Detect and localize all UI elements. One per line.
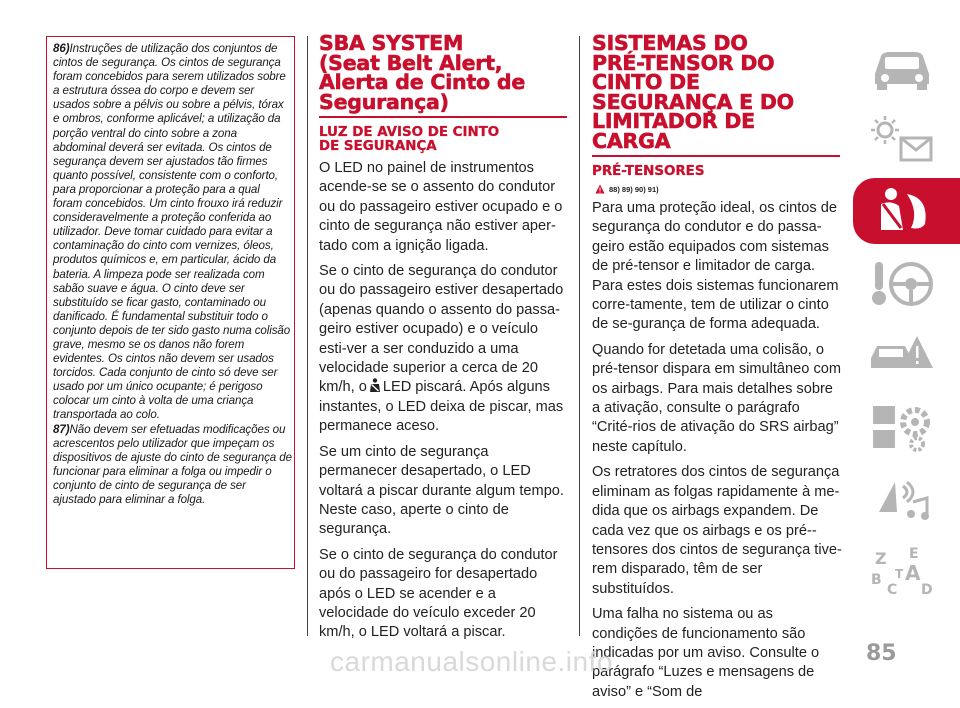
paragraph: Para uma proteção ideal, os cintos de segurança do condutor e do passa-geiro estão equipados com sistemas de pré-tensor e limitador de carga. Para estes dois sistemas funcionarem corre-tamente, tem de utilizar o cinto de se-gurança de forma adequada. (592, 200, 839, 333)
pretensor-body (592, 199, 842, 702)
note-87-number: 87) (53, 422, 70, 436)
pretensor-title-line: PRÉ-TENSOR DO (592, 50, 775, 75)
pretensor-title-line: SISTEMAS DO (592, 31, 748, 55)
index-letters-icon (867, 544, 937, 600)
tab-emergency[interactable] (853, 322, 960, 388)
tab-dashboard[interactable] (853, 106, 960, 172)
pretensor-title-line: SEGURANÇA E DO (592, 89, 794, 114)
tab-car[interactable] (853, 34, 960, 100)
note-87-text: Não devem ser efetuadas modificações ou acrescentos pelo utilizador que impeçam os dispositivos de ajuste do cinto de segurança de funcionar para eliminar a folga ou impedir o conjunto de cinto de segurança de ser ajustado para eliminar a folga. (53, 422, 292, 506)
key-steering-icon (867, 256, 937, 312)
pretensor-title-line: CARGA (592, 128, 671, 153)
index-letter: A (905, 561, 921, 585)
paragraph: Os retratores dos cintos de segurança eliminam as folgas rapidamente à me-dida que os airbags expandem. De cada vez que os airbags e os pré--tensores dos cintos de segurança tive-rem disparado, têm de ser substituídos. (592, 464, 842, 597)
note-87 (53, 423, 292, 508)
tab-safety[interactable] (853, 178, 960, 244)
pretensor-title-line: CINTO DE (592, 70, 700, 94)
index-letter: D (921, 582, 933, 598)
tab-multimedia[interactable] (853, 466, 960, 532)
index-letter: E (909, 546, 919, 562)
sba-subtitle-line: DE SEGURANÇA (319, 139, 437, 154)
car-icon (867, 40, 937, 94)
watermark[interactable]: carmanualsonline.info (330, 646, 613, 677)
maintenance-tools-icon (867, 400, 937, 456)
paragraph: Uma falha no sistema ou as condições de funcionamento são indicadas por um aviso. Consulte o parágrafo “Luzes e mensagens de aviso” e “Som de (592, 606, 820, 700)
index-letter: B (871, 572, 882, 588)
notes-box (46, 36, 295, 569)
seat-safety-icon (867, 184, 937, 240)
index-letter: Z (875, 549, 887, 568)
tab-starting[interactable] (853, 250, 960, 316)
paragraph-text: Se o cinto de segurança do condutor ou do passageiro estiver desapertado (apenas quando o assento do passa-geiro estiver ocupado) e o veículo esti-ver a ser conduzido a uma velocidade superior a cerca de 20 km/h, o (319, 263, 564, 396)
title-rule (592, 155, 840, 157)
warning-triangle-icon (595, 184, 605, 194)
pretensor-subtitle: PRÉ-TENSORES (592, 164, 705, 179)
paragraph: Se um cinto de segurança permanecer desapertado, o LED voltará a piscar durante algum tempo. Neste caso, aperte o cinto de segurança. (319, 443, 564, 538)
note-86-text: Instruções de utilização dos conjuntos de cintos de segurança. Os cintos de segurança foram concebidos para serem utilizados sobre a estrutura óssea do corpo e devem ser usados sobre a pélvis ou sobre a pélvis, tórax e ombros, conforme aplicável; a utilização da porção ventral do cinto sobre a zona abdominal deverá ser evitada. Os cintos de segurança devem ser ajustados tão firmes quanto possível, consistente com o conforto, para proporcionar a proteção para a qual foram concebidos. Um cinto frouxo irá reduzir consideravelmente a proteção conferida ao utilizador. Deve tomar cuidado para evitar a contaminação do cinto com vernizes, óleos, produtos químicos e, em particular, ácido da bateria. A limpeza pode ser realizada com sabão suave e água. O cinto deve ser substituído se ficar gasto, contaminado ou danificado. É fundamental substituir todo o conjunto depois de ter sido gasto numa colisão grave, mesmo se os danos não forem evidentes. Os cintos não devem ser usados torcidos. Cada conjunto de cinto só deve ser usado por um único ocupante; é perigoso colocar um cinto à volta de uma criança transportada ao colo. (53, 42, 291, 422)
paragraph: Se o cinto de segurança do condutor ou do passageiro for desapertado após o LED se acender e a velocidade do veículo exceder 20 km/h, o LED voltará a piscar. (319, 546, 558, 641)
sba-title-line: Alerta de Cinto de (319, 70, 526, 94)
sba-subtitle-line: LUZ DE AVISO DE CINTO (319, 125, 500, 140)
sba-body (319, 159, 569, 643)
tab-index[interactable] (853, 538, 960, 604)
sba-title-line: (Seat Belt Alert, (319, 50, 503, 75)
sba-section (319, 31, 569, 649)
paragraph: O LED no painel de instrumentos acende-se se o assento do condutor ou do passageiro estiver ocupado e o cinto de segurança não estiver aper-tado com a ignição ligada. (319, 160, 563, 254)
warning-refs (595, 184, 842, 194)
index-letter: T (895, 567, 904, 581)
sba-title (319, 31, 569, 114)
paragraph: Quando for detetada uma colisão, o pré-tensor dispara em simultâneo com os airbags. Para mais detalhes sobre a ativação, consulte o parágrafo “Crité-rios de ativação do SRS airbag” neste capítulo. (592, 341, 842, 455)
dashboard-lights-icon (867, 112, 937, 168)
paragraph-text: LED piscará. Após alguns instantes, o LED deixa de piscar, mas permanece aceso. (319, 379, 564, 435)
title-rule (319, 116, 567, 118)
chapter-sidebar (853, 34, 960, 610)
pretensor-title-line: LIMITADOR DE (592, 109, 755, 133)
column-divider (579, 36, 580, 636)
pretensor-section (592, 31, 842, 708)
column-divider (307, 36, 308, 636)
sba-subtitle (319, 126, 569, 154)
tab-maintenance[interactable] (853, 394, 960, 460)
page-number: 85 (866, 641, 897, 666)
note-86 (53, 42, 292, 423)
car-breakdown-icon (867, 328, 937, 384)
sba-title-line: SBA SYSTEM (319, 31, 464, 55)
sba-title-line: Segurança) (319, 89, 449, 114)
paragraph (319, 262, 569, 437)
pretensor-title (592, 31, 842, 153)
multimedia-icon (867, 472, 937, 528)
index-letter: C (887, 582, 898, 598)
seatbelt-warning-icon (368, 378, 382, 393)
note-86-number: 86) (53, 42, 70, 55)
warning-refs-text: 88) 89) 90) 91) (609, 184, 659, 194)
